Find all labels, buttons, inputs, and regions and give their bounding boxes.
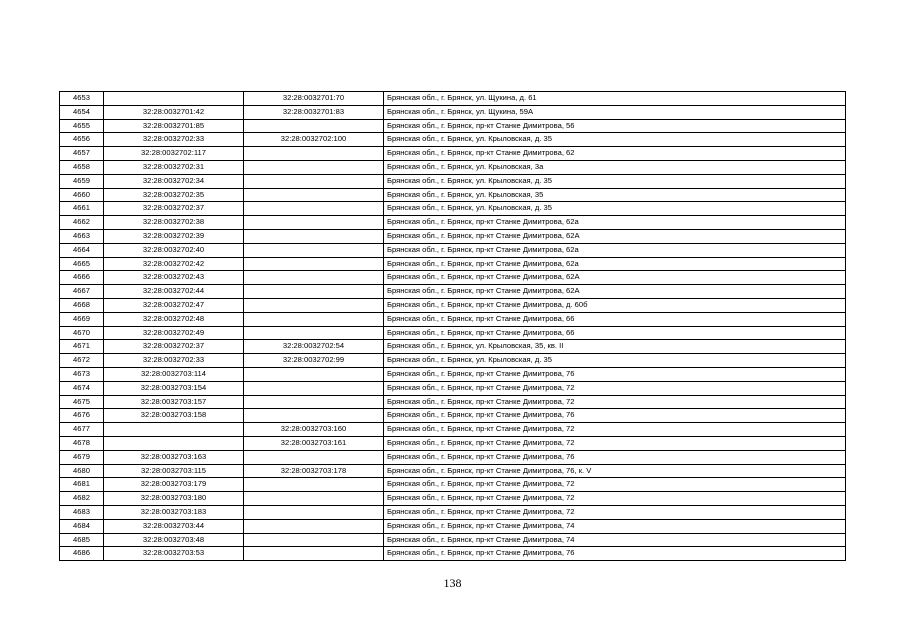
row-number-cell: 4671 — [60, 340, 104, 354]
table-row — [60, 105, 846, 119]
related-cadastral-number-cell: 32:28:0032703:178 — [244, 464, 384, 478]
related-cadastral-number-cell — [244, 285, 384, 299]
table-row — [60, 450, 846, 464]
cadastral-number-cell: 32:28:0032703:179 — [104, 478, 244, 492]
related-cadastral-number-cell — [244, 395, 384, 409]
table-row — [60, 436, 846, 450]
row-number-cell: 4682 — [60, 492, 104, 506]
address-cell: Брянская обл., г. Брянск, пр-кт Станке Димитрова, 74 — [384, 519, 846, 533]
address-cell: Брянская обл., г. Брянск, пр-кт Станке Димитрова, 72 — [384, 395, 846, 409]
row-number-cell: 4664 — [60, 243, 104, 257]
address-cell: Брянская обл., г. Брянск, ул. Крыловская, д. 35 — [384, 202, 846, 216]
address-cell: Брянская обл., г. Брянск, пр-кт Станке Димитрова, 72 — [384, 423, 846, 437]
address-cell: Брянская обл., г. Брянск, пр-кт Станке Димитрова, 66 — [384, 326, 846, 340]
table-row — [60, 119, 846, 133]
row-number-cell: 4659 — [60, 174, 104, 188]
related-cadastral-number-cell — [244, 533, 384, 547]
table-row — [60, 133, 846, 147]
cadastral-number-cell: 32:28:0032703:44 — [104, 519, 244, 533]
address-cell: Брянская обл., г. Брянск, пр-кт Станке Димитрова, 66 — [384, 312, 846, 326]
address-cell: Брянская обл., г. Брянск, пр-кт Станке Димитрова, 62А — [384, 229, 846, 243]
address-cell: Брянская обл., г. Брянск, пр-кт Станке Димитрова, 76 — [384, 547, 846, 561]
table-row — [60, 147, 846, 161]
related-cadastral-number-cell — [244, 547, 384, 561]
cadastral-number-cell: 32:28:0032702:37 — [104, 340, 244, 354]
cadastral-number-cell: 32:28:0032703:53 — [104, 547, 244, 561]
table-row — [60, 216, 846, 230]
related-cadastral-number-cell — [244, 381, 384, 395]
related-cadastral-number-cell — [244, 478, 384, 492]
address-cell: Брянская обл., г. Брянск, пр-кт Станке Димитрова, 62а — [384, 216, 846, 230]
cadastral-number-cell: 32:28:0032702:33 — [104, 354, 244, 368]
table-row — [60, 519, 846, 533]
related-cadastral-number-cell — [244, 271, 384, 285]
address-cell: Брянская обл., г. Брянск, пр-кт Станке Димитрова, 62а — [384, 257, 846, 271]
address-cell: Брянская обл., г. Брянск, ул. Крыловская, 35, кв. II — [384, 340, 846, 354]
cadastral-number-cell: 32:28:0032702:44 — [104, 285, 244, 299]
table-row — [60, 340, 846, 354]
related-cadastral-number-cell — [244, 257, 384, 271]
address-cell: Брянская обл., г. Брянск, ул. Крыловская, д. 35 — [384, 133, 846, 147]
table-row — [60, 478, 846, 492]
address-cell: Брянская обл., г. Брянск, пр-кт Станке Димитрова, 72 — [384, 381, 846, 395]
table-row — [60, 229, 846, 243]
cadastral-number-cell — [104, 423, 244, 437]
table-row — [60, 423, 846, 437]
related-cadastral-number-cell: 32:28:0032702:100 — [244, 133, 384, 147]
related-cadastral-number-cell: 32:28:0032701:70 — [244, 92, 384, 106]
cadastral-number-cell: 32:28:0032703:154 — [104, 381, 244, 395]
address-cell: Брянская обл., г. Брянск, пр-кт Станке Димитрова, 62А — [384, 271, 846, 285]
table-row — [60, 92, 846, 106]
cadastral-number-cell: 32:28:0032702:43 — [104, 271, 244, 285]
table-row — [60, 409, 846, 423]
address-cell: Брянская обл., г. Брянск, пр-кт Станке Димитрова, 56 — [384, 119, 846, 133]
row-number-cell: 4655 — [60, 119, 104, 133]
related-cadastral-number-cell — [244, 505, 384, 519]
cadastral-number-cell: 32:28:0032703:114 — [104, 367, 244, 381]
row-number-cell: 4679 — [60, 450, 104, 464]
related-cadastral-number-cell — [244, 216, 384, 230]
cadastral-number-cell — [104, 92, 244, 106]
address-cell: Брянская обл., г. Брянск, пр-кт Станке Димитрова, 76 — [384, 409, 846, 423]
cadastral-number-cell: 32:28:0032703:163 — [104, 450, 244, 464]
address-cell: Брянская обл., г. Брянск, пр-кт Станке Димитрова, 62 — [384, 147, 846, 161]
related-cadastral-number-cell — [244, 326, 384, 340]
address-cell: Брянская обл., г. Брянск, ул. Крыловская, д. 35 — [384, 354, 846, 368]
related-cadastral-number-cell — [244, 298, 384, 312]
row-number-cell: 4675 — [60, 395, 104, 409]
row-number-cell: 4660 — [60, 188, 104, 202]
address-cell: Брянская обл., г. Брянск, пр-кт Станке Димитрова, 72 — [384, 478, 846, 492]
related-cadastral-number-cell — [244, 367, 384, 381]
row-number-cell: 4670 — [60, 326, 104, 340]
row-number-cell: 4672 — [60, 354, 104, 368]
table-row — [60, 188, 846, 202]
cadastral-number-cell: 32:28:0032703:183 — [104, 505, 244, 519]
row-number-cell: 4683 — [60, 505, 104, 519]
related-cadastral-number-cell — [244, 450, 384, 464]
row-number-cell: 4668 — [60, 298, 104, 312]
related-cadastral-number-cell — [244, 409, 384, 423]
table-row — [60, 202, 846, 216]
address-cell: Брянская обл., г. Брянск, пр-кт Станке Димитрова, 76 — [384, 367, 846, 381]
table-row — [60, 312, 846, 326]
cadastral-number-cell: 32:28:0032702:34 — [104, 174, 244, 188]
row-number-cell: 4673 — [60, 367, 104, 381]
row-number-cell: 4656 — [60, 133, 104, 147]
table-row — [60, 326, 846, 340]
related-cadastral-number-cell — [244, 243, 384, 257]
related-cadastral-number-cell — [244, 229, 384, 243]
cadastral-number-cell: 32:28:0032702:35 — [104, 188, 244, 202]
row-number-cell: 4663 — [60, 229, 104, 243]
row-number-cell: 4657 — [60, 147, 104, 161]
table-row — [60, 174, 846, 188]
table-row — [60, 257, 846, 271]
cadastral-number-cell: 32:28:0032702:38 — [104, 216, 244, 230]
address-cell: Брянская обл., г. Брянск, пр-кт Станке Димитрова, 76 — [384, 450, 846, 464]
address-cell: Брянская обл., г. Брянск, ул. Крыловская, 35 — [384, 188, 846, 202]
cadastral-number-cell: 32:28:0032702:49 — [104, 326, 244, 340]
row-number-cell: 4662 — [60, 216, 104, 230]
related-cadastral-number-cell — [244, 312, 384, 326]
page-number: 138 — [443, 576, 462, 590]
parcel-table — [59, 91, 846, 561]
address-cell: Брянская обл., г. Брянск, пр-кт Станке Димитрова, 74 — [384, 533, 846, 547]
address-cell: Брянская обл., г. Брянск, ул. Крыловская, д. 35 — [384, 174, 846, 188]
related-cadastral-number-cell — [244, 519, 384, 533]
row-number-cell: 4685 — [60, 533, 104, 547]
table-row — [60, 547, 846, 561]
row-number-cell: 4681 — [60, 478, 104, 492]
related-cadastral-number-cell: 32:28:0032701:83 — [244, 105, 384, 119]
table-row — [60, 381, 846, 395]
row-number-cell: 4676 — [60, 409, 104, 423]
table-row — [60, 354, 846, 368]
row-number-cell: 4686 — [60, 547, 104, 561]
address-cell: Брянская обл., г. Брянск, ул. Крыловская, 3а — [384, 160, 846, 174]
related-cadastral-number-cell: 32:28:0032702:99 — [244, 354, 384, 368]
cadastral-number-cell: 32:28:0032702:117 — [104, 147, 244, 161]
cadastral-number-cell: 32:28:0032702:31 — [104, 160, 244, 174]
table-row — [60, 160, 846, 174]
address-cell: Брянская обл., г. Брянск, пр-кт Станке Димитрова, д. 60б — [384, 298, 846, 312]
row-number-cell: 4653 — [60, 92, 104, 106]
related-cadastral-number-cell — [244, 160, 384, 174]
cadastral-number-cell: 32:28:0032703:180 — [104, 492, 244, 506]
row-number-cell: 4678 — [60, 436, 104, 450]
row-number-cell: 4684 — [60, 519, 104, 533]
row-number-cell: 4669 — [60, 312, 104, 326]
cadastral-number-cell: 32:28:0032703:157 — [104, 395, 244, 409]
address-cell: Брянская обл., г. Брянск, пр-кт Станке Димитрова, 62а — [384, 243, 846, 257]
row-number-cell: 4667 — [60, 285, 104, 299]
cadastral-number-cell: 32:28:0032702:48 — [104, 312, 244, 326]
table-row — [60, 298, 846, 312]
cadastral-number-cell: 32:28:0032703:158 — [104, 409, 244, 423]
address-cell: Брянская обл., г. Брянск, пр-кт Станке Димитрова, 72 — [384, 436, 846, 450]
parcel-table-body — [60, 92, 846, 561]
related-cadastral-number-cell — [244, 119, 384, 133]
related-cadastral-number-cell: 32:28:0032703:161 — [244, 436, 384, 450]
table-row — [60, 285, 846, 299]
table-row — [60, 492, 846, 506]
cadastral-number-cell: 32:28:0032703:48 — [104, 533, 244, 547]
row-number-cell: 4674 — [60, 381, 104, 395]
address-cell: Брянская обл., г. Брянск, ул. Щукина, 59А — [384, 105, 846, 119]
table-row — [60, 271, 846, 285]
related-cadastral-number-cell: 32:28:0032702:54 — [244, 340, 384, 354]
cadastral-number-cell: 32:28:0032702:39 — [104, 229, 244, 243]
address-cell: Брянская обл., г. Брянск, ул. Щукина, д. 61 — [384, 92, 846, 106]
related-cadastral-number-cell — [244, 188, 384, 202]
table-row — [60, 505, 846, 519]
address-cell: Брянская обл., г. Брянск, пр-кт Станке Димитрова, 72 — [384, 492, 846, 506]
cadastral-number-cell: 32:28:0032701:85 — [104, 119, 244, 133]
cadastral-number-cell — [104, 436, 244, 450]
row-number-cell: 4680 — [60, 464, 104, 478]
row-number-cell: 4654 — [60, 105, 104, 119]
row-number-cell: 4677 — [60, 423, 104, 437]
address-cell: Брянская обл., г. Брянск, пр-кт Станке Димитрова, 62А — [384, 285, 846, 299]
cadastral-number-cell: 32:28:0032702:47 — [104, 298, 244, 312]
address-cell: Брянская обл., г. Брянск, пр-кт Станке Димитрова, 76, к. V — [384, 464, 846, 478]
table-row — [60, 243, 846, 257]
table-row — [60, 533, 846, 547]
row-number-cell: 4658 — [60, 160, 104, 174]
related-cadastral-number-cell — [244, 147, 384, 161]
table-row — [60, 395, 846, 409]
cadastral-number-cell: 32:28:0032702:40 — [104, 243, 244, 257]
cadastral-number-cell: 32:28:0032703:115 — [104, 464, 244, 478]
table-row — [60, 367, 846, 381]
related-cadastral-number-cell — [244, 174, 384, 188]
row-number-cell: 4665 — [60, 257, 104, 271]
related-cadastral-number-cell — [244, 202, 384, 216]
cadastral-number-cell: 32:28:0032702:42 — [104, 257, 244, 271]
cadastral-number-cell: 32:28:0032702:37 — [104, 202, 244, 216]
row-number-cell: 4666 — [60, 271, 104, 285]
related-cadastral-number-cell — [244, 492, 384, 506]
cadastral-number-cell: 32:28:0032702:33 — [104, 133, 244, 147]
row-number-cell: 4661 — [60, 202, 104, 216]
table-row — [60, 464, 846, 478]
related-cadastral-number-cell: 32:28:0032703:160 — [244, 423, 384, 437]
cadastral-number-cell: 32:28:0032701:42 — [104, 105, 244, 119]
address-cell: Брянская обл., г. Брянск, пр-кт Станке Димитрова, 72 — [384, 505, 846, 519]
